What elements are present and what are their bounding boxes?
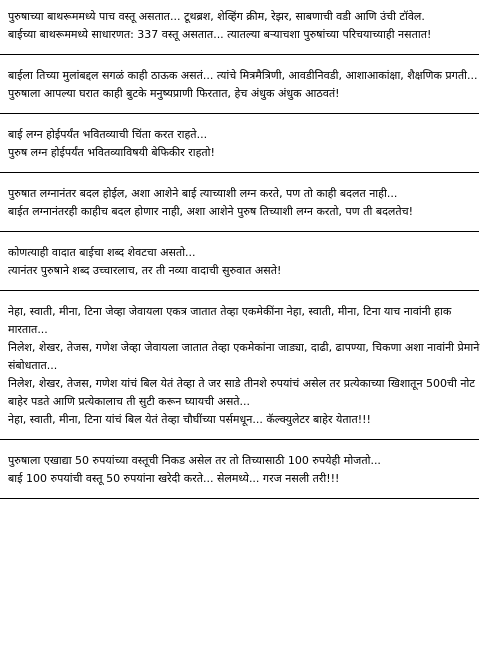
- divider: [0, 172, 479, 173]
- paragraph-bathroom: [8, 6, 489, 50]
- divider: [0, 54, 479, 55]
- divider: [0, 439, 479, 440]
- paragraph-argument: [8, 242, 489, 286]
- text-line: बाईत लग्नानंतरही काहीच बदल होणार नाही, अशा आशेने पुरुष तिच्याशी लग्न करतो, पण ती बदलतेच!: [8, 205, 414, 218]
- text-line: पुरुषाला एखाद्या 50 रुपयांच्या वस्तूची निकड असेल तर तो तिच्यासाठी 100 रुपयेही मोजतो...: [8, 454, 381, 467]
- paragraph-shopping: [8, 450, 489, 494]
- text-line: पुरुषाला आपल्या घरात काही बुटके मनुष्यप्राणी फिरतात, हेच अंधुक अंधुक आठवतं!: [8, 87, 340, 100]
- text-line: नेहा, स्वाती, मीना, टिना जेव्हा जेवायला एकत्र जातात तेव्हा एकमेकींना नेहा, स्वाती, मीना, टिना याच नावांनी हाक मारतात...: [8, 305, 452, 336]
- text-line: पुरुष लग्न होईपर्यंत भवितव्याविषयी बेफिकीर राहतो!: [8, 146, 215, 159]
- text-line: नेहा, स्वाती, मीना, टिना यांचं बिल येतं तेव्हा चौघींच्या पर्समधून... कॅल्क्युलेटर बाहेर येतात!!!: [8, 413, 371, 426]
- text-line: निलेश, शेखर, तेजस, गणेश यांचं बिल येतं तेव्हा ते जर साडे तीनशे रुपयांचं असेल तर प्रत्येकाच्या खिशातून 500ची नोट बाहेर पडते आणि प्रत्येकालाच ती सुटी करून घ्यायची असते...: [8, 377, 475, 408]
- text-line: बाई लग्न होईपर्यंत भवितव्याची चिंता करत राहते...: [8, 128, 208, 141]
- text-line: कोणत्याही वादात बाईचा शब्द शेवटचा असतो...: [8, 246, 196, 259]
- text-line: त्यानंतर पुरुषाने शब्द उच्चारलाच, तर ती नव्या वादाची सुरुवात असते!: [8, 264, 282, 277]
- text-line: बाईच्या बाथरूममध्ये साधारणत: 337 वस्तू असतात... त्यातल्या बऱ्याचशा पुरुषांच्या परिचयाच्याही नसतात!: [8, 28, 432, 41]
- text-line: बाईला तिच्या मुलांबद्दल सगळं काही ठाऊक असतं... त्यांचे मित्रमैत्रिणी, आवडीनिवडी, आशाआकांक्षा, शैक्षणिक प्रगती...: [8, 69, 478, 82]
- text-line: पुरुषात लग्नानंतर बदल होईल, अशा आशेने बाई त्याच्याशी लग्न करते, पण तो काही बदलत नाही...: [8, 187, 398, 200]
- paragraph-dinner: [8, 301, 489, 435]
- paragraph-future: [8, 124, 489, 168]
- divider: [0, 113, 479, 114]
- text-line: पुरुषाच्या बाथरूममध्ये पाच वस्तू असतात... टूथब्रश, शेव्हिंग क्रीम, रेझर, साबणाची वडी आणि उंची टॉवेल.: [8, 10, 425, 23]
- divider: [0, 498, 479, 499]
- divider: [0, 290, 479, 291]
- paragraph-children: [8, 65, 489, 109]
- text-line: निलेश, शेखर, तेजस, गणेश जेव्हा जेवायला जातात तेव्हा एकमेकांना जाड्या, दाढी, ढापण्या, चिकणा अशा नावांनी प्रेमाने संबोधतात...: [8, 341, 480, 372]
- paragraph-marriage-change: [8, 183, 489, 227]
- text-line: बाई 100 रुपयांची वस्तू 50 रुपयांना खरेदी करते... सेलमध्ये... गरज नसली तरी!!!: [8, 472, 340, 485]
- divider: [0, 231, 479, 232]
